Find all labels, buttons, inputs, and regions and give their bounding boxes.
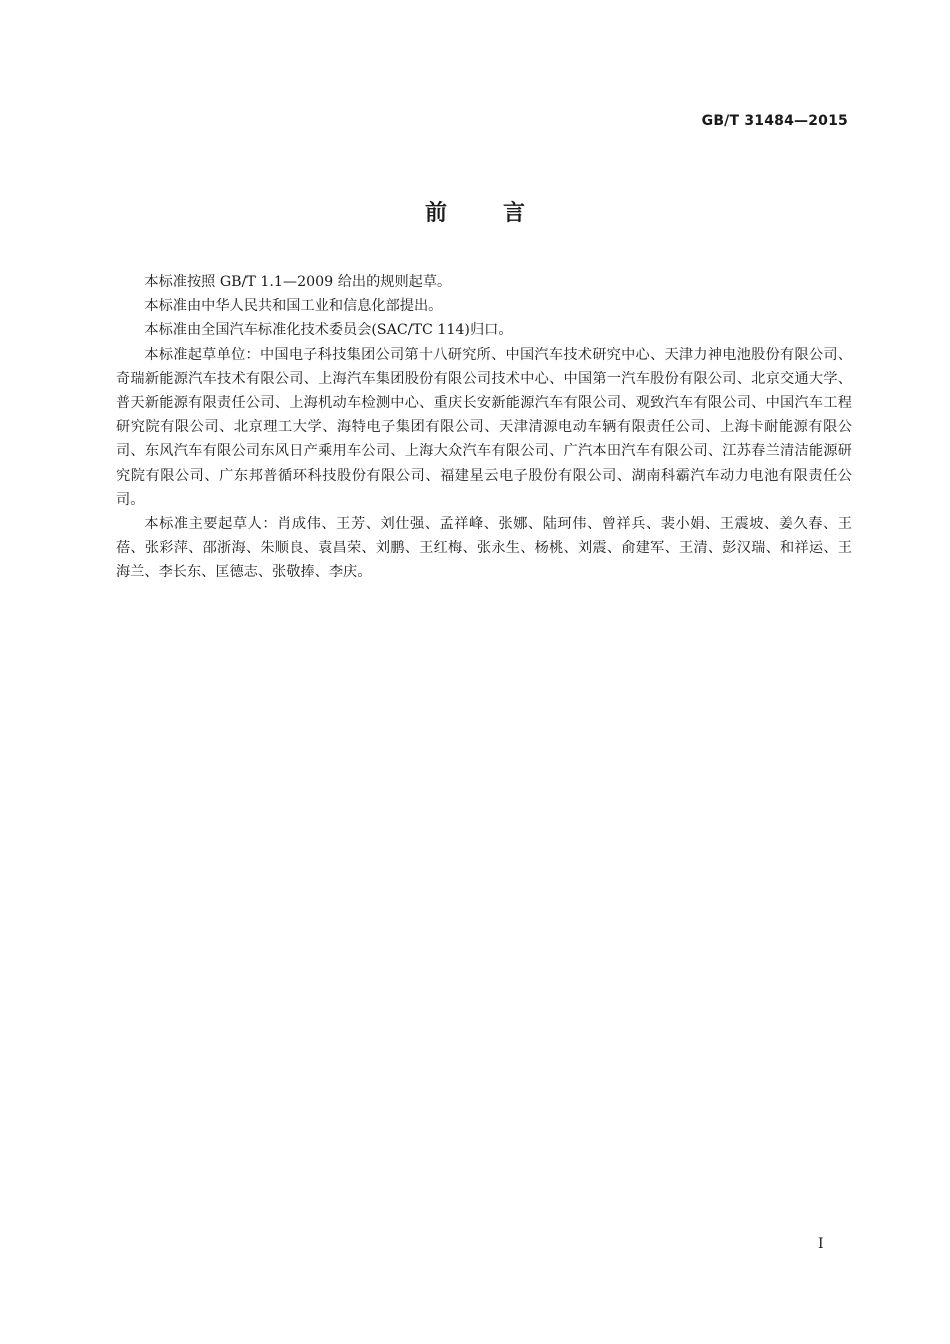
page-title: 前言: [424, 201, 581, 226]
paragraph-drafting-rules: 本标准按照 GB/T 1.1—2009 给出的规则起草。: [144, 274, 452, 290]
paragraph-drafting-units: 本标准起草单位：中国电子科技集团公司第十八研究所、中国汽车技术研究中心、天津力神电池股份有限公司、奇瑞新能源汽车技术有限公司、上海汽车集团股份有限公司技术中心、中国第一汽车股份有限公司、北京交通大学、普天新能源有限责任公司、上海机动车检测中心、重庆长安新能源汽车有限公司、观致汽车有限公司、中国汽车工程研究院有限公司、北京理工大学、海特电子集团有限公司、天津清源电动车辆有限责任公司、上海卡耐能源有限公司、东风汽车有限公司东风日产乘用车公司、上海大众汽车有限公司、广汽本田汽车有限公司、江苏春兰清洁能源研究院有限公司、广东邦普循环科技股份有限公司、福建星云电子股份有限公司、湖南科霸汽车动力电池有限责任公司。: [116, 346, 852, 508]
standard-number: GB/T 31484—2015: [701, 113, 848, 129]
foreword-body: [116, 270, 852, 585]
page-number: I: [818, 1236, 824, 1252]
paragraph-proposer: 本标准由中华人民共和国工业和信息化部提出。: [144, 298, 443, 315]
paragraph-main-drafters: 本标准主要起草人：肖成伟、王芳、刘仕强、孟祥峰、张娜、陆珂伟、曾祥兵、裴小娟、王震坡、姜久春、王蓓、张彩萍、邵浙海、朱顺良、袁昌荣、刘鹏、王红梅、张永生、杨桃、刘震、俞建军、王清、彭汉瑞、和祥运、王海兰、李长东、匡德志、张敬捧、李庆。: [116, 516, 852, 581]
paragraph-centralized-by: 本标准由全国汽车标准化技术委员会(SAC/TC 114)归口。: [144, 322, 513, 339]
